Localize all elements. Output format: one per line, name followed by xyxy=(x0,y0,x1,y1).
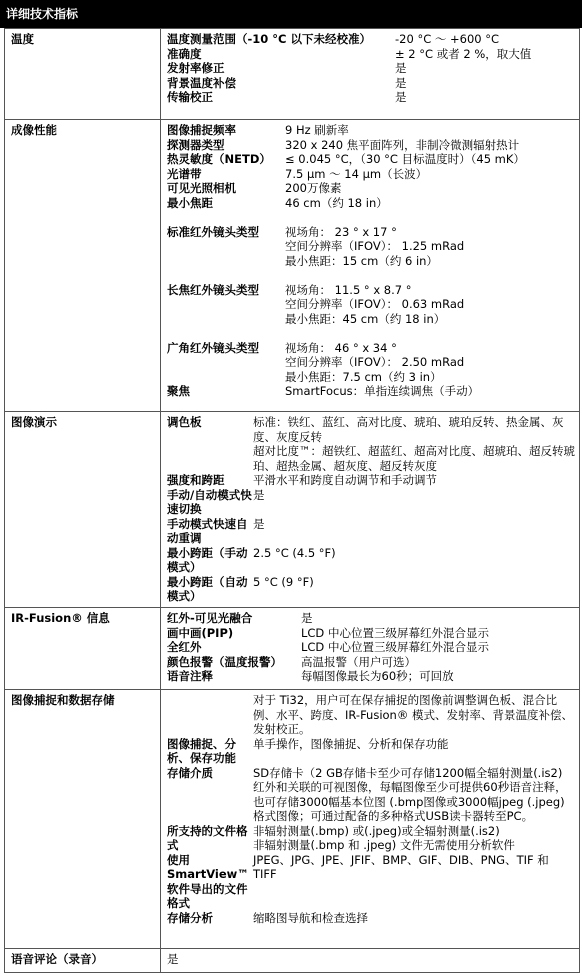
spec-row xyxy=(167,546,575,575)
spec-row xyxy=(167,669,575,684)
spec-value: 是 xyxy=(253,487,265,502)
category-label: 语音评论（录音） xyxy=(5,949,161,973)
spec-row xyxy=(167,611,575,626)
spec-label: 红外-可见光融合 xyxy=(167,611,253,625)
spec-value: 单手操作，图像捕捉、分析和保存功能 xyxy=(253,736,449,751)
spec-label: 语音注释 xyxy=(167,669,213,683)
spec-table xyxy=(4,28,580,973)
spec-value: 是 xyxy=(301,611,313,625)
spec-row xyxy=(167,626,575,641)
spec-value: ± 2 °C 或者 2 %，取大值 xyxy=(395,46,532,61)
spec-row xyxy=(167,655,575,670)
spec-value: 非辐射测量(.bmp) 或(.jpeg)或全辐射测量(.is2) 非辐射测量(.bmp 和 .jpeg) 文件无需使用分析软件 xyxy=(253,823,515,852)
category-label: IR-Fusion® 信息 xyxy=(5,608,161,690)
spec-value: 是 xyxy=(395,75,407,90)
spec-label: 存储分析 xyxy=(167,910,213,925)
spec-value: 46 cm（约 18 in） xyxy=(285,195,388,210)
spec-row xyxy=(167,824,575,853)
page-title: 详细技术指标 xyxy=(0,0,582,28)
spec-row xyxy=(167,138,575,153)
spec-label: 调色板 xyxy=(167,415,202,429)
spec-label: 发射率修正 xyxy=(167,61,225,75)
spec-label: 使用 SmartView™ 软件导出的文件格式 xyxy=(167,852,249,910)
spec-row xyxy=(167,488,575,517)
spec-value: 高温报警（用户可选） xyxy=(301,654,416,669)
spec-value: 缩略图导航和检查选择 xyxy=(253,910,368,925)
spec-label: 所支持的文件格式 xyxy=(167,823,248,852)
section-imaging xyxy=(5,120,580,412)
spec-label: 可见光照相机 xyxy=(167,181,236,195)
spec-label: 背景温度补偿 xyxy=(167,75,236,90)
spec-label: 探测器类型 xyxy=(167,137,225,152)
spec-value: ≤ 0.045 °C，（30 °C 目标温度时）（45 mK） xyxy=(285,152,525,166)
spec-value: SmartFocus：单指连续调焦（手动） xyxy=(285,384,480,398)
lens-row-standard xyxy=(167,225,575,269)
palette-row xyxy=(167,415,575,473)
spec-label: 最小跨距（手动模式） xyxy=(167,545,248,574)
spec-value: SD存储卡（2 GB存储卡至少可存储1200幅全辐射测量(.is2) 红外和关联的可视图像，每幅图像至少可提供60秒语音注释，也可存储3000幅基本位图 (.bmp图像或3000幅jpeg (.jpeg)格式图像；可通过配备的多种格式USB读卡器转至PC。 xyxy=(253,765,567,823)
spec-row xyxy=(167,152,575,167)
spec-value: 空间分辨率（IFOV）： 0.63 mRad xyxy=(285,297,465,311)
spec-label: 聚焦 xyxy=(167,384,190,398)
spec-row xyxy=(167,123,575,138)
spec-label: 图像捕捉、分析、保存功能 xyxy=(167,736,236,765)
temperature-specs xyxy=(167,32,575,105)
spec-label: 长焦红外镜头类型 xyxy=(167,282,259,297)
spec-value: 9 Hz 刷新率 xyxy=(285,123,349,137)
spec-label: 热灵敏度（NETD） xyxy=(167,152,271,166)
spec-value: 空间分辨率（IFOV）： 2.50 mRad xyxy=(285,355,465,369)
spec-row xyxy=(167,640,575,655)
spec-value: 视场角： 11.5 ° x 8.7 ° xyxy=(285,282,412,297)
spec-row xyxy=(167,196,575,211)
spec-value: LCD 中心位置三级屏幕红外混合显示 xyxy=(301,625,489,640)
spec-row xyxy=(167,853,575,911)
spec-row xyxy=(167,517,575,546)
lens-row-telephoto xyxy=(167,283,575,327)
spec-value: JPEG、JPG、JPE、JFIF、BMP、GIF、DIB、PNG、TIF 和 TIFF xyxy=(253,852,549,881)
spec-value: 空间分辨率（IFOV）： 1.25 mRad xyxy=(285,239,465,253)
spec-value: 是 xyxy=(161,949,580,973)
spec-label: 画中画(PIP) xyxy=(167,625,234,640)
spec-value: 最小焦距：7.5 cm（约 3 in） xyxy=(285,369,442,384)
capture-intro: 对于 Ti32，用户可在保存捕捉的图像前调整调色板、混合比例、水平、跨度、IR-Fusion® 模式、发射率、背景温度补偿、发射校正。 xyxy=(253,693,574,736)
spec-value: 是 xyxy=(395,61,407,75)
spec-value: 320 x 240 焦平面阵列，非制冷微测辐射热计 xyxy=(285,137,520,152)
spec-row xyxy=(167,61,575,76)
spec-value: 平滑水平和跨度自动调节和手动调节 xyxy=(253,473,437,487)
category-label: 图像演示 xyxy=(5,412,161,608)
spec-value: 最小焦距：45 cm（约 18 in） xyxy=(285,311,446,326)
spec-value: 最小焦距：15 cm（约 6 in） xyxy=(285,253,438,268)
section-voice xyxy=(5,949,580,973)
spec-label: 手动模式快速自动重调 xyxy=(167,516,248,545)
spec-value: LCD 中心位置三级屏幕红外混合显示 xyxy=(301,640,489,654)
spec-row xyxy=(167,737,575,766)
spec-value: 200万像素 xyxy=(285,181,342,195)
spec-value: 视场角： 46 ° x 34 ° xyxy=(285,340,397,355)
spec-row xyxy=(167,76,575,91)
spec-label: 颜色报警（温度报警） xyxy=(167,654,282,669)
spec-row xyxy=(167,167,575,182)
spec-row xyxy=(167,181,575,196)
category-label: 图像捕捉和数据存储 xyxy=(5,690,161,949)
spec-value: 视场角： 23 ° x 17 ° xyxy=(285,224,397,239)
spec-label: 标准红外镜头类型 xyxy=(167,224,259,239)
spec-label: 图像捕捉频率 xyxy=(167,123,236,137)
category-label: 温度 xyxy=(5,29,161,120)
spec-value: 是 xyxy=(395,90,407,104)
spec-value: 5 °C (9 °F) xyxy=(253,574,314,589)
spec-label: 全红外 xyxy=(167,640,202,654)
spec-value: 是 xyxy=(253,516,265,531)
spec-value: 7.5 μm ～ 14 μm（长波） xyxy=(285,166,428,181)
spec-value: 2.5 °C (4.5 °F) xyxy=(253,545,336,560)
spec-row xyxy=(167,90,575,105)
spec-row xyxy=(167,47,575,62)
spec-label: 强度和跨距 xyxy=(167,473,225,487)
spec-label: 最小跨距（自动模式） xyxy=(167,574,248,603)
lens-row-wide xyxy=(167,341,575,385)
spec-label: 存储介质 xyxy=(167,765,213,780)
spec-label: 最小焦距 xyxy=(167,195,213,210)
category-label: 成像性能 xyxy=(5,120,161,412)
section-ir-fusion xyxy=(5,608,580,690)
spec-label: 光谱带 xyxy=(167,166,202,181)
spec-row xyxy=(167,911,575,926)
spec-value: -20 °C ～ +600 °C xyxy=(395,32,500,46)
spec-row xyxy=(167,384,575,399)
spec-label: 温度测量范围（-10 °C 以下未经校准） xyxy=(167,32,371,46)
capture-specs xyxy=(167,693,575,925)
spec-row xyxy=(167,32,575,47)
spec-label: 准确度 xyxy=(167,46,202,61)
spec-value: 每幅图像最长为60秒；可回放 xyxy=(301,669,454,683)
intro-row xyxy=(167,693,575,737)
spec-label: 手动/自动模式快速切换 xyxy=(167,487,252,516)
spec-label: 广角红外镜头类型 xyxy=(167,340,259,355)
spec-row xyxy=(167,473,575,488)
imaging-specs xyxy=(167,123,575,399)
section-temperature xyxy=(5,29,580,120)
display-specs xyxy=(167,415,575,604)
palette-ultra: 超对比度™：超铁红、超蓝红、超高对比度、超琥珀、超反转琥珀、超热金属、超灰度、超反转灰度 xyxy=(253,444,575,473)
palette-standard: 标准：铁红、蓝红、高对比度、琥珀、琥珀反转、热金属、灰度、灰度反转 xyxy=(253,415,564,444)
section-capture-storage xyxy=(5,690,580,949)
section-display xyxy=(5,412,580,608)
spec-label: 传输校正 xyxy=(167,90,213,104)
spec-row xyxy=(167,575,575,604)
fusion-specs xyxy=(167,611,575,684)
spec-row xyxy=(167,766,575,824)
